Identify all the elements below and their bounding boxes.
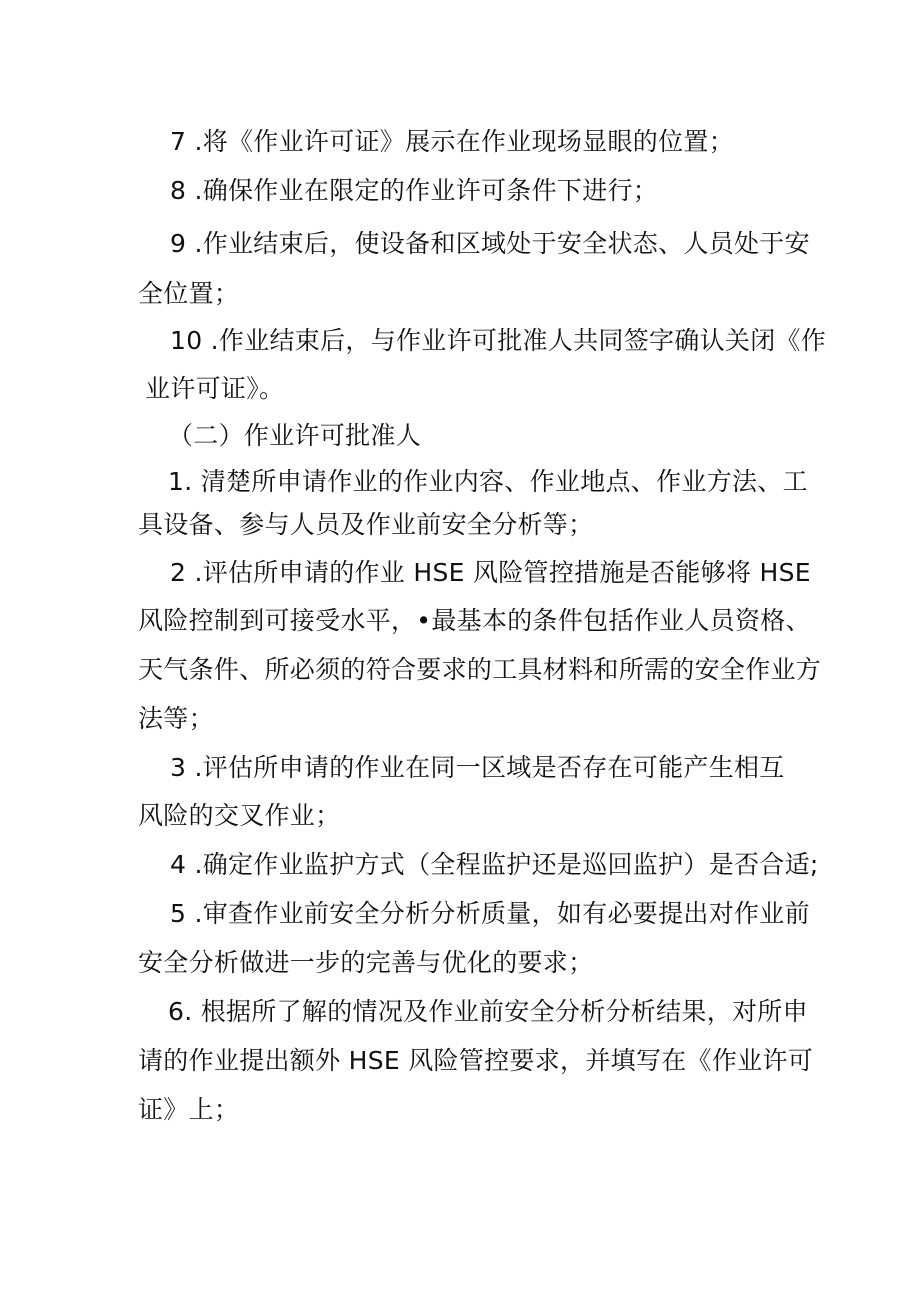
text-line: 业许可证》。 <box>145 374 285 403</box>
text-line: 10 .作业结束后，与作业许可批准人共同签字确认关闭《作 <box>170 326 827 355</box>
text-line: 1. 清楚所申请作业的作业内容、作业地点、作业方法、工 <box>168 467 808 496</box>
text-line: 3 .评估所申请的作业在同一区域是否存在可能产生相互 <box>170 753 785 782</box>
text-line: 请的作业提出额外 HSE 风险管控要求，并填写在《作业许可 <box>138 1046 814 1075</box>
text-line: 全位置； <box>138 279 240 308</box>
text-line: 5 .审查作业前安全分析分析质量，如有必要提出对作业前 <box>170 899 810 928</box>
text-line: 天气条件、所必须的符合要求的工具材料和所需的安全作业方 <box>138 655 822 684</box>
text-line: 9 .作业结束后，使设备和区域处于安全状态、人员处于安 <box>170 229 810 258</box>
text-line: 8 .确保作业在限定的作业许可条件下进行； <box>170 176 659 205</box>
text-line: 6. 根据所了解的情况及作业前安全分析分析结果，对所申 <box>168 997 808 1026</box>
text-line: 证》上； <box>138 1095 240 1124</box>
text-line: 4 .确定作业监护方式（全程监护还是巡回监护）是否合适; <box>170 850 819 879</box>
section-heading: （二）作业许可批准人 <box>168 421 422 450</box>
text-line: 安全分析做进一步的完善与优化的要求； <box>138 948 594 977</box>
text-line: 法等； <box>138 704 214 733</box>
text-line: 具设备、参与人员及作业前安全分析等； <box>138 510 594 539</box>
text-line: 风险的交叉作业； <box>138 801 341 830</box>
text-line: 风险控制到可接受水平，•最基本的条件包括作业人员资格、 <box>138 606 811 635</box>
text-line: 2 .评估所申请的作业 HSE 风险管控措施是否能够将 HSE <box>170 558 811 587</box>
text-line: 7 .将《作业许可证》展示在作业现场显眼的位置； <box>170 127 735 156</box>
